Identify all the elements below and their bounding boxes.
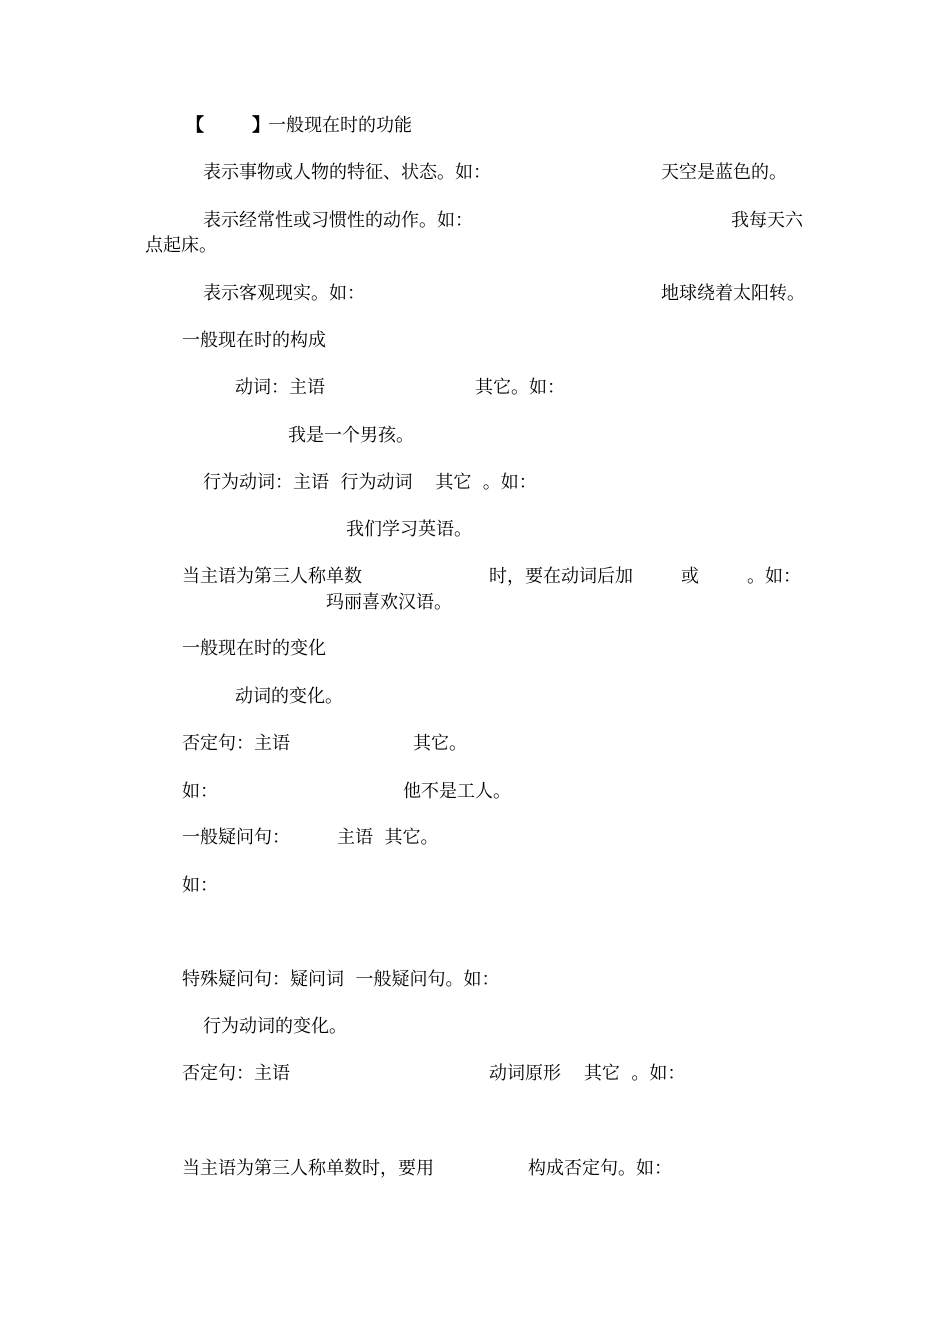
function-2-text: 表示经常性或习惯性的动作。如： xyxy=(203,210,473,231)
function-2-example-part2: 点起床。 xyxy=(145,235,217,256)
action-verb-rule: 行为动词：主语 行为动词 其它 。如： xyxy=(203,472,537,493)
be-question-example-label: 如： xyxy=(182,875,218,896)
bracket-right: 】 xyxy=(252,115,270,136)
section-title-function: 一般现在时的功能 xyxy=(268,115,412,136)
be-question-rule-b: 主语 其它。 xyxy=(337,827,439,848)
be-negative-example-label: 如： xyxy=(182,781,218,802)
third-person-rule-b: 时，要在动词后加 xyxy=(489,566,633,587)
be-negative-example: 他不是工人。 xyxy=(403,781,511,802)
third-person-rule-d: 。如： xyxy=(747,566,801,587)
be-verb-rule-b: 其它。如： xyxy=(475,377,565,398)
function-2-example-part1: 我每天六 xyxy=(731,210,803,231)
section-title-structure: 一般现在时的构成 xyxy=(182,330,326,351)
third-person-example: 玛丽喜欢汉语。 xyxy=(326,592,452,613)
third-negative-rule-a: 当主语为第三人称单数时，要用 xyxy=(182,1158,434,1179)
bracket-left: 【 xyxy=(186,115,204,136)
action-negative-rule-a: 否定句：主语 xyxy=(182,1063,290,1084)
be-verb-rule-a: 动词：主语 xyxy=(235,377,325,398)
third-person-rule-a: 当主语为第三人称单数 xyxy=(182,566,362,587)
function-3-example: 地球绕着太阳转。 xyxy=(661,283,805,304)
section-title-change: 一般现在时的变化 xyxy=(182,638,326,659)
third-person-rule-c: 或 xyxy=(681,566,699,587)
be-question-rule-a: 一般疑问句： xyxy=(182,827,290,848)
be-negative-rule-b: 其它。 xyxy=(413,733,467,754)
action-negative-rule-b: 动词原形 其它 。如： xyxy=(489,1063,686,1084)
action-change-heading: 行为动词的变化。 xyxy=(203,1016,347,1037)
third-negative-rule-b: 构成否定句。如： xyxy=(528,1158,672,1179)
be-change-heading: 动词的变化。 xyxy=(235,686,343,707)
be-verb-example: 我是一个男孩。 xyxy=(288,425,414,446)
action-verb-example: 我们学习英语。 xyxy=(346,519,472,540)
function-1-text: 表示事物或人物的特征、状态。如： xyxy=(203,162,491,183)
function-3-text: 表示客观现实。如： xyxy=(203,283,365,304)
special-question-rule: 特殊疑问句：疑问词 一般疑问句。如： xyxy=(182,969,500,990)
function-1-example: 天空是蓝色的。 xyxy=(661,162,787,183)
be-negative-rule-a: 否定句：主语 xyxy=(182,733,290,754)
